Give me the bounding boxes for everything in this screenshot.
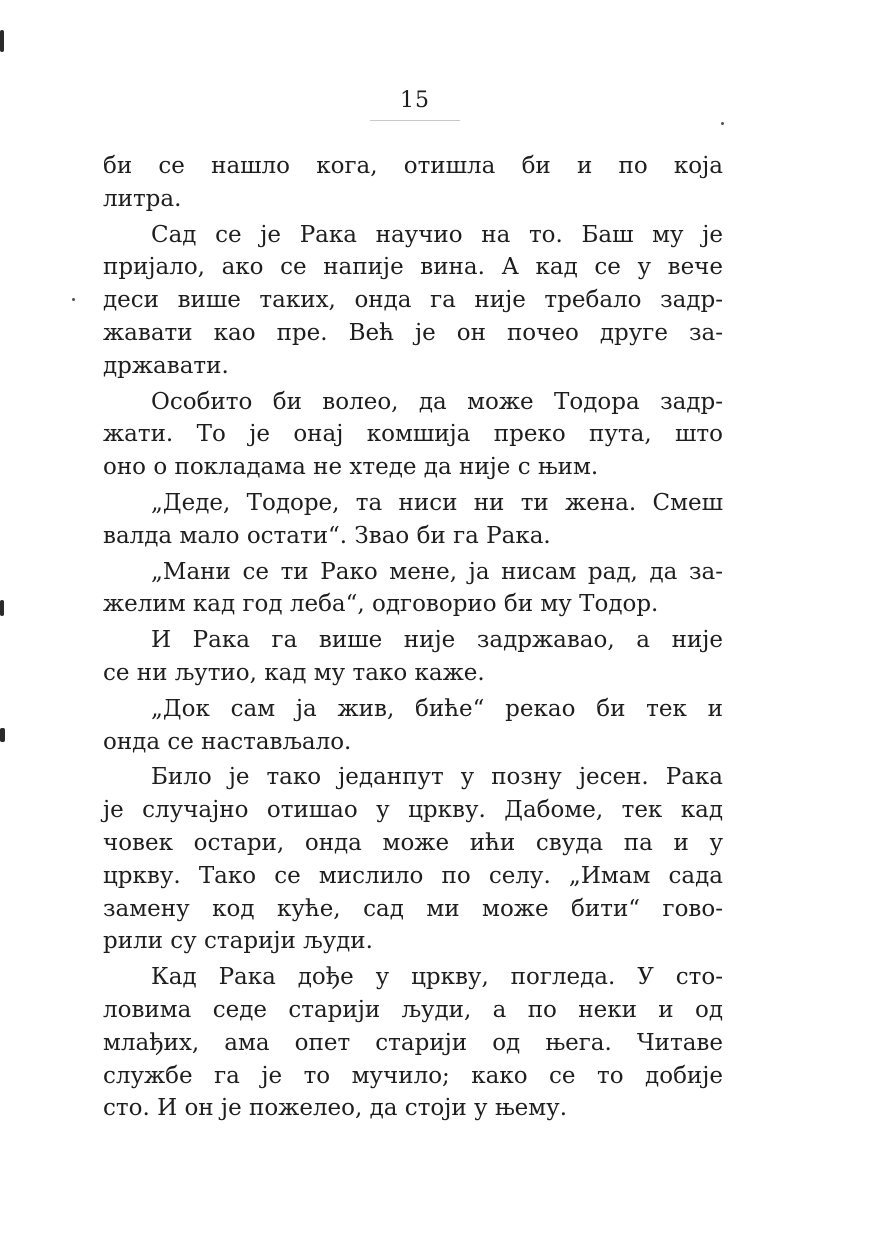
text-line: замену код куће, сад ми може бити“ гово- [103,895,723,922]
text-line: литра. [103,185,182,212]
text-line: Особито би волео, да може Тодора задр- [151,388,723,415]
text-line: цркву. Тако се мислило по селу. „Имам сада [103,862,723,889]
scan-speck [72,298,75,301]
text-line: валда мало остати“. Звао би га Рака. [103,522,551,549]
text-line: службе га је то мучило; како се то добије [103,1062,723,1089]
text-line: Кад Рака дође у цркву, погледа. У сто- [151,964,723,991]
text-line: Било је тако једанпут у позну јесен. Рака [151,764,723,791]
scan-edge-mark [0,600,4,616]
scan-edge-mark [0,30,4,52]
text-line: деси више таких, онда га није требало задр- [103,287,723,314]
text-line: „Док сам ја жив, биће“ рекао би тек и [151,695,723,722]
text-line: „Мани се ти Рако мене, ја нисам рад, да за- [151,558,723,585]
page-number-rule [370,120,460,121]
text-line: жати. То је онај комшија преко пута, што [103,421,723,448]
text-line: И Рака га више није задржавао, а није [151,627,723,654]
text-line: пријало, ако се напије вина. А кад се у вече [103,254,723,281]
text-line: сто. И он је пожелео, да стоји у њему. [103,1095,568,1122]
text-line: онда се настављало. [103,728,352,755]
text-line: млађих, ама опет старији од њега. Читаве [103,1029,723,1056]
text-line: Сад се је Рака научио на то. Баш му је [151,221,723,248]
text-line: ловима седе старији људи, а по неки и од [103,996,723,1023]
text-line: државати. [103,352,229,379]
text-line: рили су старији људи. [103,928,373,955]
page-number: 15 [400,88,430,113]
text-line: човек остари, онда може ићи свуда па и у [103,829,723,856]
scan-edge-mark [0,728,5,742]
text-line: би се нашло кога, отишла би и по која [103,153,723,179]
text-line: желим кад год леба“, одговорио би му Тодор. [103,591,659,618]
body-text [103,150,723,1125]
text-line: оно о покладама не хтеде да није с њим. [103,454,599,481]
text-line: жавати као пре. Већ је он почео друге за- [103,319,723,346]
text-line: се ни љутио, кад му тако каже. [103,659,485,686]
text-line: је случајно отишао у цркву. Дабоме, тек кад [103,797,723,824]
text-line: „Деде, Тодоре, та ниси ни ти жена. Смеш [151,489,723,516]
scan-speck [721,122,724,125]
